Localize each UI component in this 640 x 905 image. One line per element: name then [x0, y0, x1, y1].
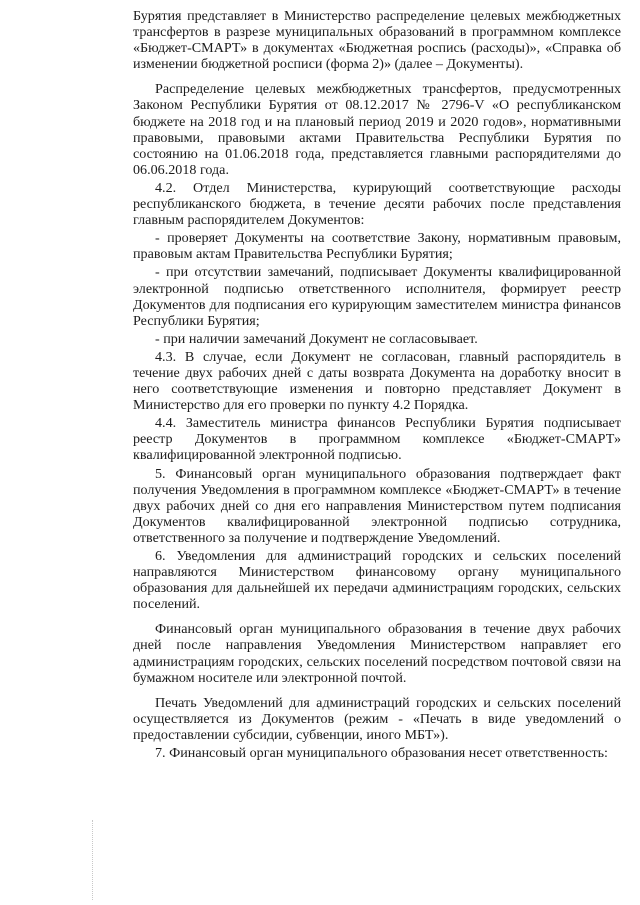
paragraph-distribution-deadline: Распределение целевых межбюджетных трансфертов, предусмотренных Законом Республики Бурятия от 08.12.2017 № 2796-V «О республиканском бюджете на 2018 год и на плановый период 2019 и 2020 годов», нормативными правовыми, правовыми актами Правительства Республики Бурятия по состоянию на 01.06.2018 года, представляется главными распорядителями до 06.06.2018 года.: [133, 81, 621, 178]
paragraph-5: 5. Финансовый орган муниципального образования подтверждает факт получения Уведомления в программном комплексе «Бюджет-СМАРТ» в течение двух рабочих дней со дня его направления Министерством путем подписания Документов квалифицированной электронной подписью сотрудника, ответственного за получение и подтверждение Уведомлений.: [133, 465, 621, 546]
paragraph-financial-body-forwarding: Финансовый орган муниципального образования в течение двух рабочих дней после направления Уведомления Министерством направляет его администрациям городских, сельских поселений посредством почтовой связи на бумажном носителе или электронной почтой.: [133, 621, 621, 686]
paragraph-4-3: 4.3. В случае, если Документ не согласован, главный распорядитель в течение двух рабочих дней с даты возврата Документа на доработку вносит в него соответствующие изменения и повторно представляет Документ в Министерство для его проверки по пункту 4.2 Порядка.: [133, 348, 621, 414]
list-item-reject-documents: - при наличии замечаний Документ не согласовывает.: [155, 330, 478, 347]
paragraph-distribution-submission: Бурятия представляет в Министерство распределение целевых межбюджетных трансфертов в разрезе муниципальных образований в программном комплексе «Бюджет-СМАРТ» в документах «Бюджетная роспись (расходы)», «Справка об изменении бюджетной росписи (форма 2)» (далее – Документы).: [133, 8, 621, 73]
paragraph-4-4: 4.4. Заместитель министра финансов Республики Бурятия подписывает реестр Документов в программном комплексе «Бюджет-СМАРТ» квалифицированной электронной подписью.: [133, 415, 621, 464]
margin-scan-marks: [92, 820, 95, 900]
list-item-check-documents: - проверяет Документы на соответствие Закону, нормативным правовым, правовым актам Правительства Республики Бурятия;: [133, 230, 621, 263]
paragraph-notification-printing: Печать Уведомлений для администраций городских и сельских поселений осуществляется из Документов (режим - «Печать в виде уведомлений о предоставлении субсидии, субвенции, иного МБТ»).: [133, 694, 621, 743]
paragraph-6: 6. Уведомления для администраций городских и сельских поселений направляются Министерством финансовому органу муниципального образования для дальнейшей их передачи администрациям городских, сельских поселений.: [133, 548, 621, 613]
document-body: [133, 8, 621, 763]
paragraph-7: 7. Финансовый орган муниципального образования несет ответственность:: [155, 745, 608, 762]
paragraph-4-2: 4.2. Отдел Министерства, курирующий соответствующие расходы республиканского бюджета, в течение десяти рабочих после представления главным распорядителем Документов:: [133, 179, 621, 229]
list-item-sign-documents: - при отсутствии замечаний, подписывает Документы квалифицированной электронной подписью ответственного исполнителя, формирует реестр Документов для подписания его курирующим заместителем министра финансов Республики Бурятия;: [133, 264, 621, 329]
